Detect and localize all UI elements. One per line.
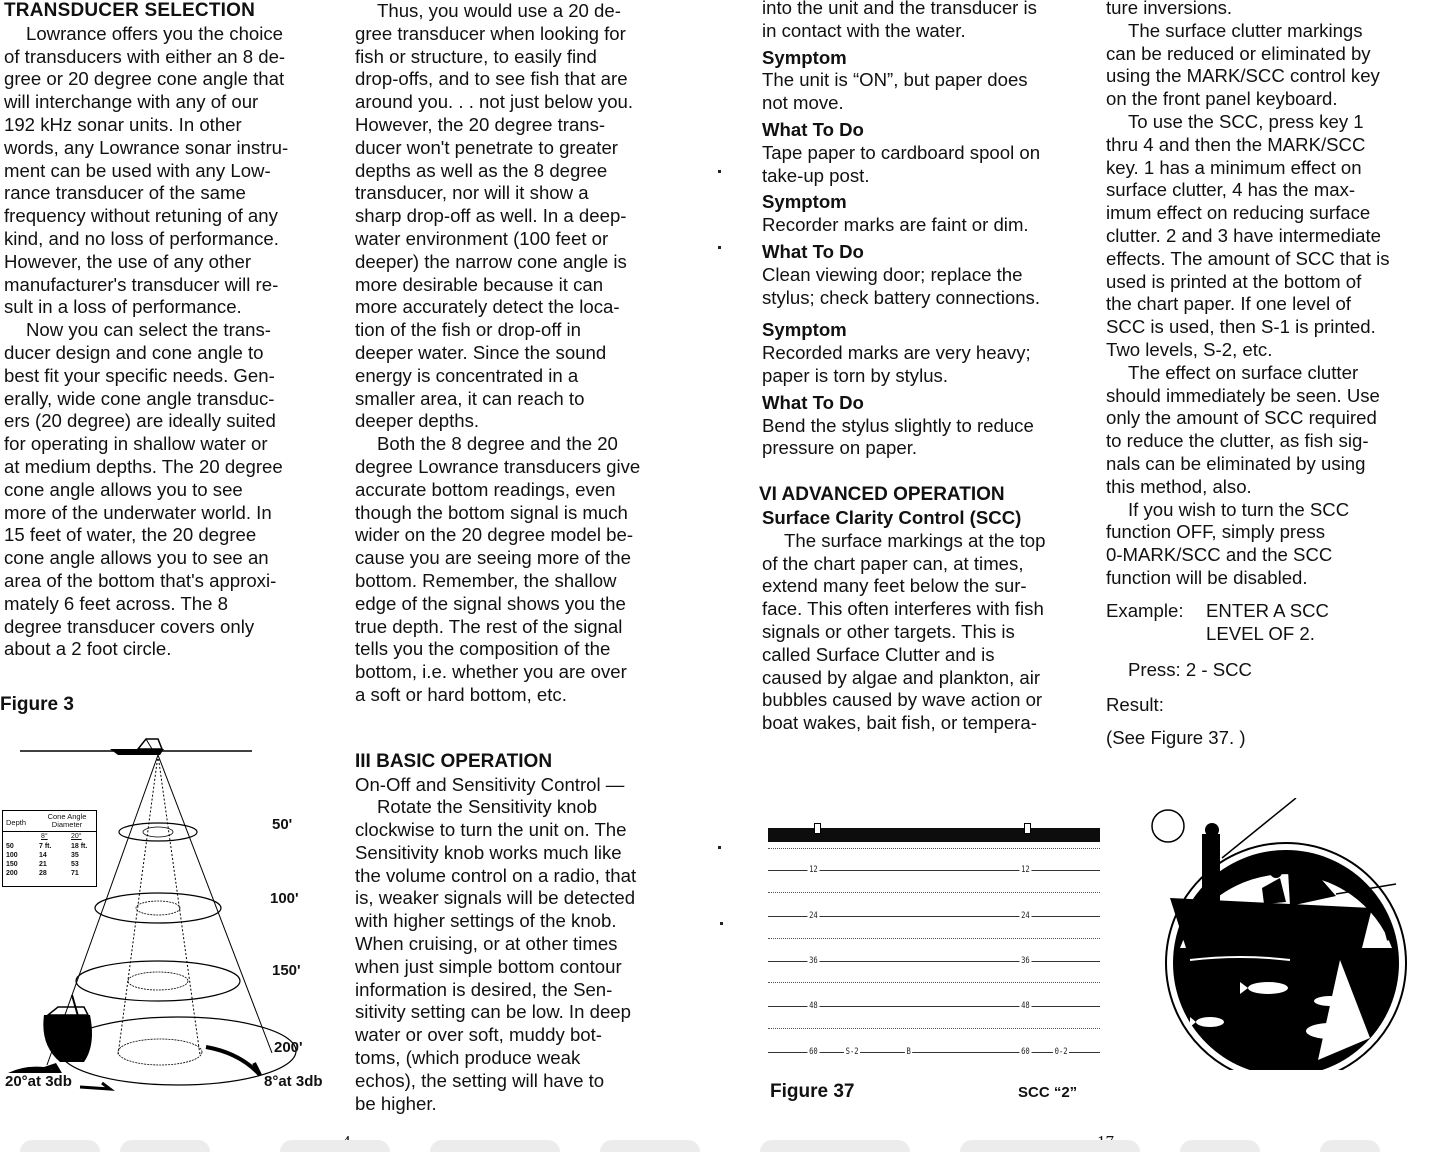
paragraph-20-degree-usage: Thus, you would use a 20 de- gree transducer when looking for fish or structure, to easily find drop-offs, and to see fish that are around you. . . not just below you. However, the 20 degree trans- ducer won't penetrate to greater depths as well as the 8 degree transducer, nor will it show a sharp drop-off as well. In a deep- water environment (100 feet or deeper) the narrow cone angle is more desirable because it can more accurately detect the loca- tion of the fish or drop-off in deeper water. Since the sound energy is concentrated in a smaller area, it can reach to deeper depths.	[355, 0, 634, 432]
what-to-do-label: What To Do	[762, 118, 864, 140]
bleed-through-text	[0, 1140, 1429, 1152]
symptom-label: Symptom	[762, 191, 847, 213]
scan-artifact	[718, 170, 721, 173]
troubleshooting-item: Symptom Recorded marks are very heavy; paper is torn by stylus. What To Do Bend the stylus slightly to reduce pressure on paper.	[762, 319, 1092, 460]
right-page-column-3: into the unit and the transducer is in contact with the water. Symptom The unit is “ON”, but paper does not move. What To Do Tape paper to cardboard spool on take-up post. Symptom Recorder marks are faint or dim. What To Do Clean viewing door; replace the stylus; check battery connections. Symptom Recorded marks are very heavy; paper is torn by stylus. What To Do Bend the stylus slightly to reduce pressure on paper. VI ADVANCED OPERATION Surface Clarity Control (SCC) The surface markings at the top of the chart paper can, at times, extend many feet below the sur- face. This often interferes with fish signals or other targets. This is called Surface Clutter and is caused by algae and plankton, air bubbles caused by wave action or boat wakes, bait fish, or tempera-	[762, 0, 1092, 735]
wide-beam-label: 20°at 3db	[5, 1073, 72, 1090]
paragraph-scc-effect: The effect on surface clutter should immediately be seen. Use only the amount of SCC required to reduce the clutter, as fish sig- nals can be eliminated by using this method, also.	[1106, 361, 1380, 497]
figure-37-chart-paper	[768, 822, 1100, 1062]
heading-advanced-operation: VI ADVANCED OPERATION	[759, 484, 1005, 506]
depth-scale-row: 24 24	[768, 910, 1100, 922]
scan-artifact	[720, 922, 723, 925]
heading-basic-operation: III BASIC OPERATION	[355, 750, 553, 772]
right-page-column-4: ture inversions. The surface clutter markings can be reduced or eliminated by using the MARK/SCC control key on the front panel keyboard. To use the SCC, press key 1 thru 4 and then the MARK/SCC key. 1 has a minimum effect on surface clutter, 4 has the max- imum effect on reducing surface clutter. 2 and 3 have intermediate effects. The amount of SCC that is used is printed at the bottom of the chart paper. If one level of SCC is used, then S-1 is printed. Two levels, S-2, etc. The effect on surface clutter should immediately be seen. Use only the amount of SCC required to reduce the clutter, as fish sig- nals can be eliminated by using this method, also. If you wish to turn the SCC function OFF, simply press 0-MARK/SCC and the SCC function will be disabled. Example: ENTER A SCC LEVEL OF 2. Press: 2 - SCC Result: (See Figure 37. )	[1106, 0, 1429, 750]
figure-37-label: Figure 37	[770, 1081, 855, 1102]
depth-scale-row: 48 48	[768, 1000, 1100, 1012]
cone-angle-table: Depth Cone Angle Diameter 8° 20° 50 7 ft. 18 ft. 100 14 35 150 21 53 200 28 71	[2, 810, 97, 887]
fishing-boat-emblem-icon	[1140, 798, 1429, 1070]
surface-marker	[814, 823, 821, 834]
press-instruction: Press: 2 - SCC	[1128, 659, 1252, 681]
scan-artifact	[718, 846, 721, 849]
troubleshooting-item: Symptom Recorder marks are faint or dim. What To Do Clean viewing door; replace the stylus; check battery connections.	[762, 191, 1092, 309]
boat-side-icon	[43, 995, 92, 1062]
paragraph-scc-usage: To use the SCC, press key 1 thru 4 and then the MARK/SCC key. 1 has a minimum effect on surface clutter, 4 has the max- imum effect on reducing surface clutter. 2 and 3 have intermediate effects. The amount of SCC that is used is printed at the bottom of the chart paper. If one level of SCC is used, then S-1 is printed. Two levels, S-2, etc.	[1106, 110, 1390, 360]
paragraph-transducer-choice: Lowrance offers you the choice of transducers with either an 8 de- gree or 20 degree cone angle that will interchange with any of our 192 kHz sonar units. In other words, any Lowrance sonar instru- ment can be used with any Low- rance transducer of the same frequency without retuning of any kind, and no loss of performance. However, the use of any other manufacturer's transducer will re- sult in a loss of performance.	[4, 22, 289, 318]
table-row: 50 7 ft. 18 ft.	[6, 843, 88, 850]
symptom-label: Symptom	[762, 319, 847, 341]
left-page-column-2	[355, 0, 685, 1115]
paragraph-sensitivity-knob: Rotate the Sensitivity knob clockwise to turn the unit on. The Sensitivity knob works much like the volume control on a radio, that is, weaker signals will be detected with higher settings of the knob. When cruising, or at other times when just simple bottom contour information is desired, the Sen- sitivity setting can be low. In deep water or over soft, muddy bot- toms, (which produce weak echos), the setting will have to be higher.	[355, 796, 637, 1114]
paragraph-clutter-reduction: The surface clutter markings can be reduced or eliminated by using the MARK/SCC control key on the front panel keyboard.	[1106, 19, 1380, 110]
left-page-column-1	[4, 0, 334, 661]
troubleshooting-item: Symptom The unit is “ON”, but paper does not move. What To Do Tape paper to cardboard spool on take-up post.	[762, 47, 1092, 188]
depth-label-50: 50'	[272, 816, 293, 833]
subheading-scc: Surface Clarity Control (SCC)	[762, 506, 1022, 528]
depth-label-150: 150'	[272, 962, 301, 979]
surface-marker	[1024, 823, 1031, 834]
see-figure-reference: (See Figure 37. )	[1106, 726, 1246, 748]
figure-37-caption: SCC “2”	[1018, 1084, 1078, 1101]
depth-scale-row: 36 36	[768, 955, 1100, 967]
subheading-sensitivity-control: On-Off and Sensitivity Control —	[355, 773, 625, 795]
depth-label-200: 200'	[274, 1039, 303, 1056]
depth-label-100: 100'	[270, 890, 299, 907]
figure-3-label: Figure 3	[0, 694, 74, 715]
figure-3-sonar-cone-diagram	[0, 735, 340, 1095]
example-label: Example:	[1106, 599, 1184, 621]
paragraph-bottom-readings: Both the 8 degree and the 20 degree Lowrance transducers give accurate bottom readings, even though the bottom signal is much wider on the 20 degree model be- cause you are seeing more of the bottom. Remember, the shallow edge of the signal shows you the true depth. The rest of the signal tells you the composition of the bottom, i.e. whether you are over a soft or hard bottom, etc.	[355, 433, 641, 705]
paragraph-scc-off: If you wish to turn the SCC function OFF, simply press 0-MARK/SCC and the SCC function will be disabled.	[1106, 498, 1350, 588]
heading-transducer-selection: TRANSDUCER SELECTION	[4, 0, 256, 21]
symptom-label: Symptom	[762, 46, 847, 68]
example-block: Example: ENTER A SCC LEVEL OF 2.	[1106, 599, 1329, 644]
result-label: Result:	[1106, 694, 1164, 716]
depth-scale-row: 12 12	[768, 864, 1100, 876]
what-to-do-label: What To Do	[762, 240, 864, 262]
boat-icon	[110, 739, 164, 755]
table-row: 100 14 35	[6, 852, 79, 859]
table-row: 200 28 71	[6, 870, 79, 877]
depth-scale-bottom-row: 60 S-2 B 60 0-2	[768, 1046, 1100, 1058]
table-row: 150 21 53	[6, 861, 79, 868]
what-to-do-label: What To Do	[762, 391, 864, 413]
surface-clutter-band	[768, 828, 1100, 842]
narrow-beam-label: 8°at 3db	[264, 1073, 323, 1090]
scan-artifact	[718, 246, 721, 249]
paragraph-cone-angle: Now you can select the trans- ducer design and cone angle to best fit your specific needs. Gen- erally, wide cone angle transduc- ers (20 degree) are ideally suited for operating in shallow water or at medium depths. The 20 degree cone angle allows you to see more of the underwater world. In 15 feet of water, the 20 degree cone angle allows you to see an area of the bottom that's approxi- mately 6 feet across. The 8 degree transducer covers only about a 2 foot circle.	[4, 319, 283, 660]
scc-level-tag: S-2	[845, 1047, 859, 1057]
paragraph-surface-markings: The surface markings at the top of the chart paper can, at times, extend many feet below the sur- face. This often interferes with fish signals or other targets. This is called Surface Clutter and is caused by algae and plankton, air bubbles caused by wave action or boat wakes, bait fish, or tempera-	[762, 529, 1046, 734]
